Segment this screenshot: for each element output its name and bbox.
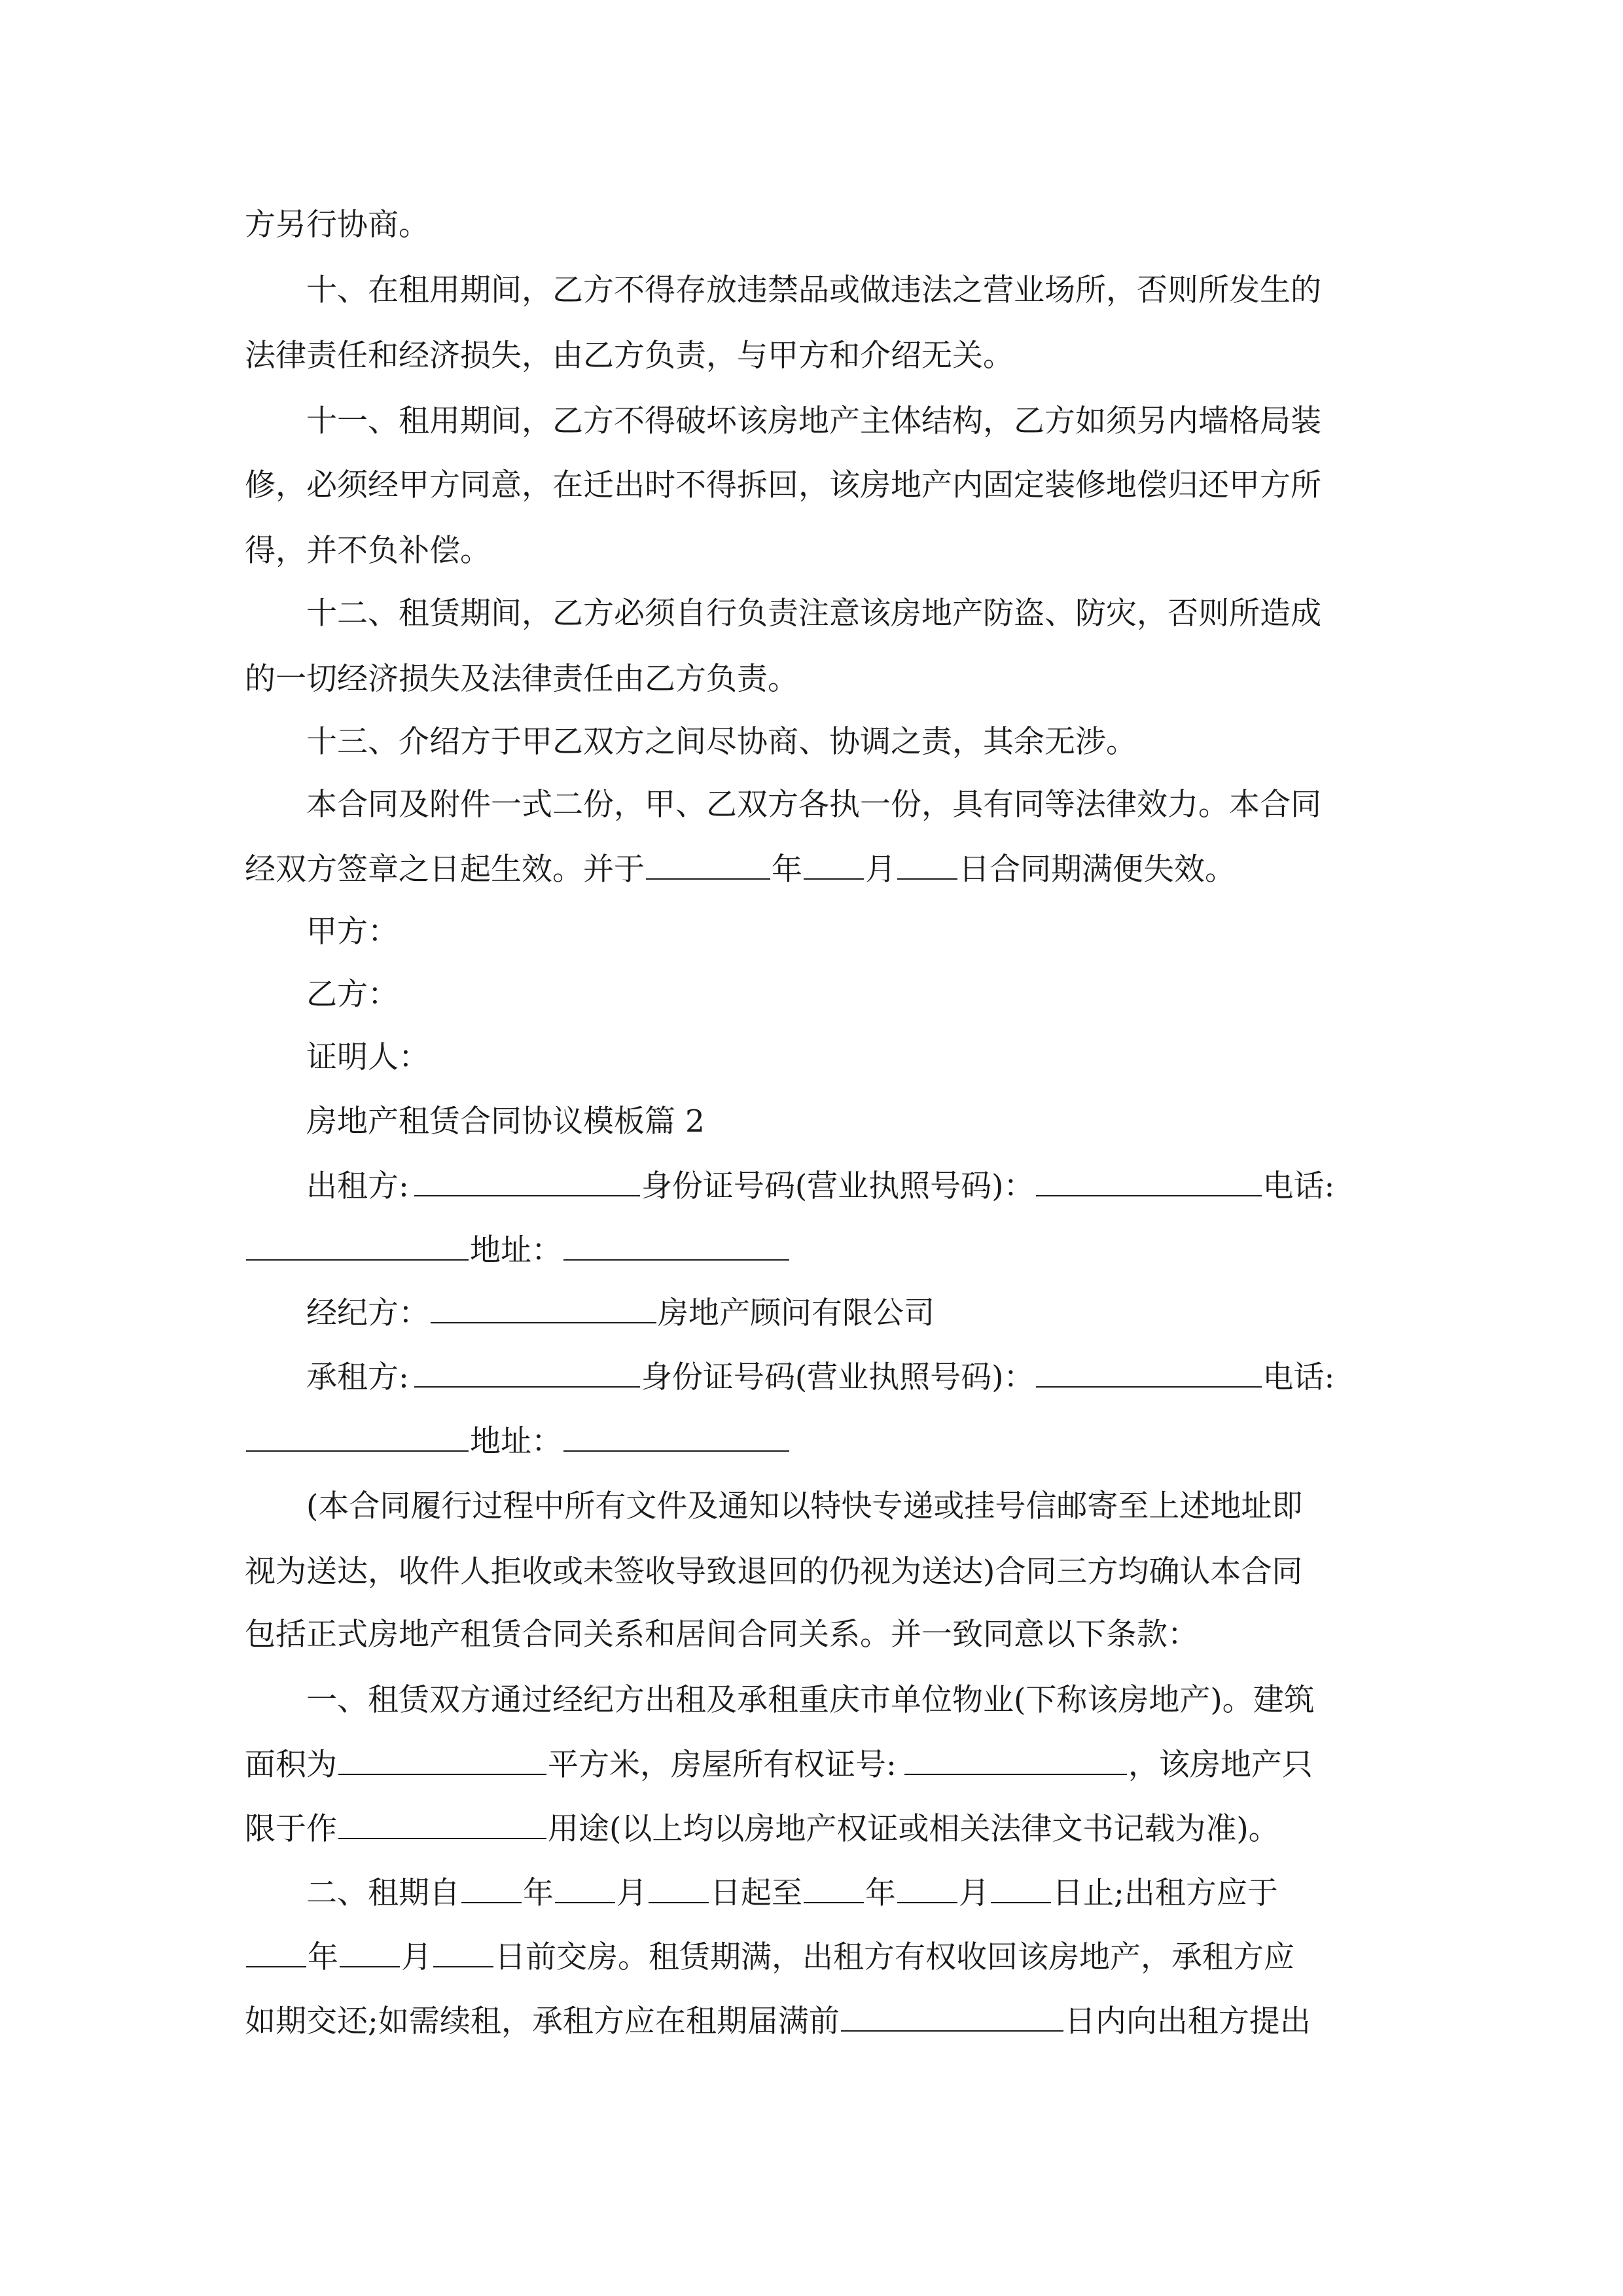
party-b-label: 乙方： (306, 977, 399, 1013)
agent-name-blank[interactable] (431, 1293, 656, 1323)
start-month-blank[interactable] (555, 1873, 615, 1903)
clause-10-line-1: 十、在租用期间，乙方不得存放违禁品或做违法之营业场所，否则所发生的 (306, 272, 1321, 308)
lessor-name-blank[interactable] (414, 1166, 640, 1196)
effective-line-2 (245, 850, 1236, 889)
clause-12-line-2: 的一切经济损失及法律责任由乙方负责。 (245, 661, 798, 697)
lessor-id-label: 身份证号码(营业执照号码)： (641, 1168, 1035, 1204)
end-month-blank[interactable] (897, 1873, 957, 1903)
usage-label: 限于作 (245, 1811, 337, 1847)
party-a-label: 甲方： (306, 914, 399, 950)
certificate-blank[interactable] (904, 1745, 1127, 1775)
renewal-suffix: 日内向出租方提出 (1064, 2003, 1311, 2039)
effective-prefix: 经双方签章之日起生效。并于 (245, 852, 645, 888)
term-1-line-1: 一、租赁双方通过经纪方出租及承租重庆市单位物业(下称该房地产)。建筑 (306, 1682, 1315, 1718)
agent-company-suffix: 房地产顾问有限公司 (658, 1295, 935, 1331)
start-year-blank[interactable] (461, 1873, 522, 1903)
effective-suffix: 日合同期满便失效。 (959, 852, 1236, 888)
lessee-label: 承租方: (306, 1359, 409, 1395)
effective-line-1: 本合同及附件一式二份，甲、乙双方各执一份，具有同等法律效力。本合同 (306, 787, 1321, 823)
clause-13-line: 十三、介绍方于甲乙双方之间尽协商、协调之责，其余无涉。 (306, 724, 1137, 760)
year-blank[interactable] (646, 850, 770, 880)
year-label: 年 (772, 852, 802, 888)
section-title: 房地产租赁合同协议模板篇 2 (306, 1103, 705, 1139)
term-start-label: 二、租期自 (306, 1875, 460, 1911)
lessor-address-label: 地址： (470, 1232, 562, 1268)
lessor-phone-blank[interactable] (246, 1230, 469, 1261)
certificate-label: 平方米，房屋所有权证号: (548, 1747, 897, 1783)
notice-line-2: 视为送达，收件人拒收或未签收导致退回的仍视为送达)合同三方均确认本合同 (245, 1554, 1303, 1590)
agent-label: 经纪方： (306, 1295, 429, 1331)
lessee-address-line (245, 1422, 791, 1462)
lessor-phone-label: 电话: (1262, 1168, 1335, 1204)
area-label: 面积为 (245, 1747, 337, 1783)
delivery-year-label: 年 (308, 1939, 338, 1975)
lessor-address-line (245, 1230, 791, 1270)
lessor-label: 出租方: (306, 1168, 409, 1204)
delivery-month-blank[interactable] (340, 1937, 400, 1967)
lessee-name-blank[interactable] (414, 1357, 640, 1388)
witness-label: 证明人： (306, 1039, 429, 1075)
delivery-day-blank[interactable] (433, 1937, 493, 1967)
lessee-id-label: 身份证号码(营业执照号码)： (641, 1359, 1035, 1395)
term-delivery-label: 日止;出租方应于 (1052, 1875, 1278, 1911)
end-day-blank[interactable] (991, 1873, 1051, 1903)
lessee-address-blank[interactable] (563, 1422, 789, 1452)
month-blank[interactable] (804, 850, 864, 880)
lessee-line (306, 1357, 1334, 1397)
agent-line (306, 1293, 935, 1333)
end-month-label: 月 (959, 1875, 990, 1911)
usage-limit-text: ，该房地产只 (1128, 1747, 1313, 1783)
area-blank[interactable] (338, 1745, 546, 1775)
lessor-address-blank[interactable] (563, 1230, 789, 1261)
start-day-blank[interactable] (649, 1873, 709, 1903)
notice-line-1: (本合同履行过程中所有文件及通知以特快专递或挂号信邮寄至上述地址即 (306, 1488, 1303, 1524)
lessee-address-label: 地址： (470, 1424, 562, 1460)
clause-11-line-2: 修，必须经甲方同意，在迁出时不得拆回，该房地产内固定装修地偿归还甲方所 (245, 467, 1321, 503)
start-year-label: 年 (523, 1875, 554, 1911)
end-year-label: 年 (865, 1875, 896, 1911)
month-label: 月 (865, 852, 896, 888)
clause-11-line-3: 得，并不负补偿。 (245, 533, 491, 569)
delivery-text: 日前交房。租赁期满，出租方有权收回该房地产，承租方应 (495, 1939, 1294, 1975)
renewal-days-blank[interactable] (841, 2001, 1063, 2032)
usage-note: 用途(以上均以房地产权证或相关法律文书记载为准)。 (548, 1811, 1279, 1847)
end-year-blank[interactable] (804, 1873, 864, 1903)
clause-10-line-2: 法律责任和经济损失，由乙方负责，与甲方和介绍无关。 (245, 338, 1014, 374)
lessee-phone-blank[interactable] (246, 1422, 469, 1452)
lessor-id-blank[interactable] (1036, 1166, 1262, 1196)
start-month-label: 月 (616, 1875, 647, 1911)
term-1-line-3 (245, 1809, 1279, 1849)
day-blank[interactable] (897, 850, 957, 880)
delivery-month-label: 月 (401, 1939, 432, 1975)
renewal-text: 如期交还;如需续租，承租方应在租期届满前 (245, 2003, 840, 2039)
clause-11-line-1: 十一、租用期间，乙方不得破坏该房地产主体结构，乙方如须另内墙格局装 (306, 403, 1321, 439)
term-2-line-1 (306, 1873, 1278, 1913)
lessee-id-blank[interactable] (1036, 1357, 1262, 1388)
continuation-line: 方另行协商。 (245, 207, 429, 243)
notice-line-3: 包括正式房地产租赁合同关系和居间合同关系。并一致同意以下条款： (245, 1617, 1198, 1653)
term-2-line-3 (245, 2001, 1311, 2041)
term-1-line-2 (245, 1745, 1313, 1785)
lessor-line (306, 1166, 1334, 1206)
delivery-year-blank[interactable] (246, 1937, 306, 1967)
clause-12-line-1: 十二、租赁期间，乙方必须自行负责注意该房地产防盗、防灾，否则所造成 (306, 596, 1321, 632)
lessee-phone-label: 电话: (1262, 1359, 1335, 1395)
term-2-line-2 (245, 1937, 1294, 1977)
term-end-label: 日起至 (710, 1875, 802, 1911)
usage-blank[interactable] (338, 1809, 546, 1839)
